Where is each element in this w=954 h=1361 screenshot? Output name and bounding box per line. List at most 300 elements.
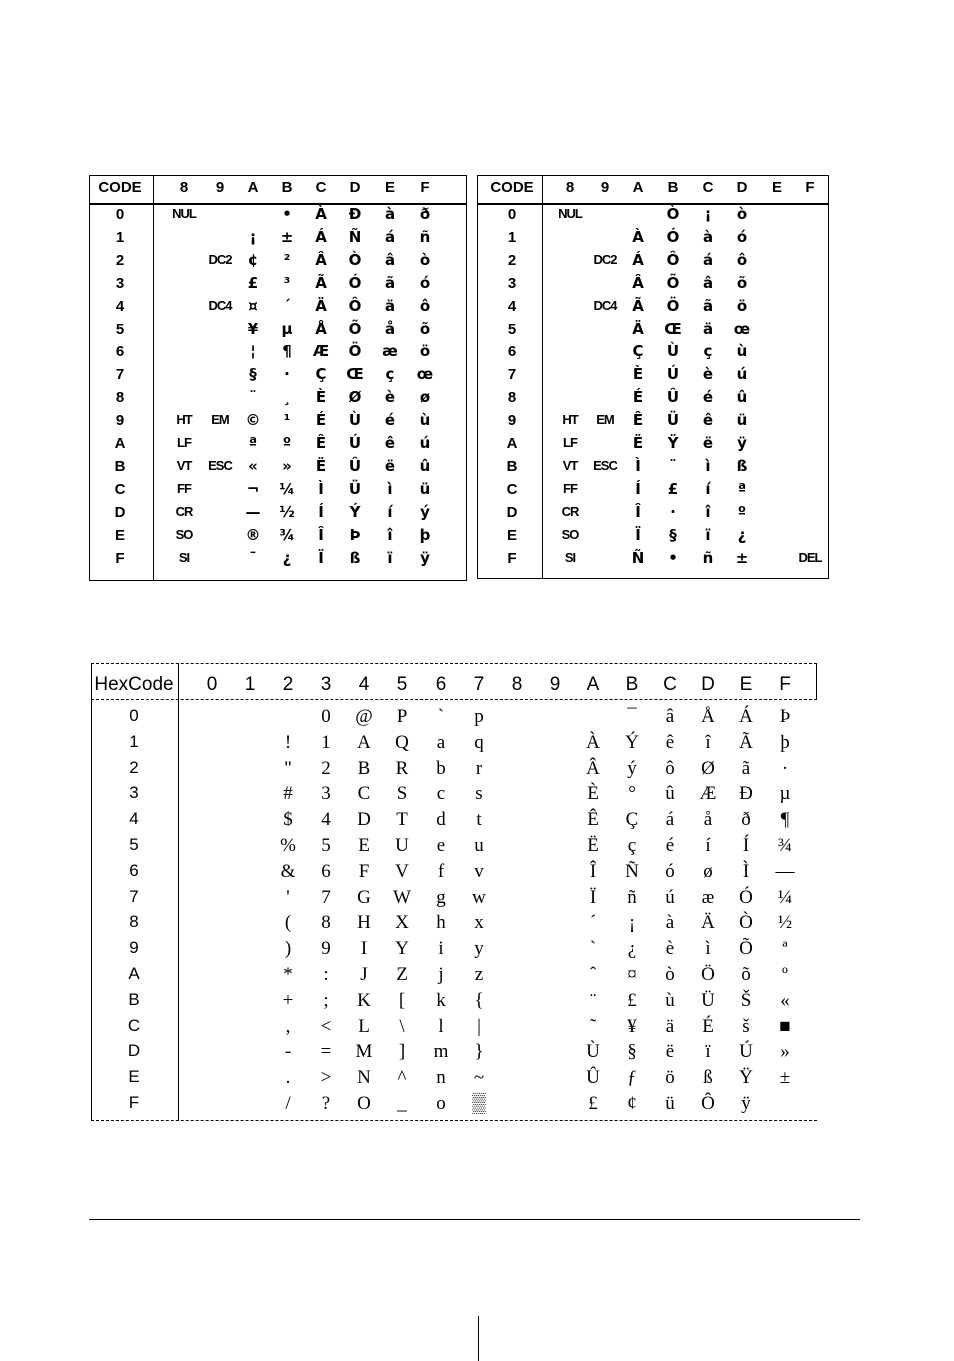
row-code-label: B <box>114 457 126 475</box>
char-cell: á <box>665 809 675 831</box>
char-cell: c <box>436 783 446 805</box>
char-cell: ° <box>628 783 636 805</box>
row-code-label: F <box>115 549 125 567</box>
char-cell: ï <box>705 525 711 544</box>
char-cell: SO <box>175 526 193 542</box>
row-code-label: 7 <box>507 366 517 384</box>
row-code-label: A <box>506 435 518 452</box>
char-cell: H <box>357 912 371 934</box>
char-cell: Ï <box>589 886 597 908</box>
row-code-label: 7 <box>115 366 125 384</box>
row-code-label: D <box>506 503 518 521</box>
char-cell: Á <box>315 227 327 246</box>
char-cell: DC2 <box>208 251 232 267</box>
header-col-D: D <box>349 179 361 196</box>
char-cell: — <box>245 502 261 521</box>
char-cell: 0 <box>321 706 331 727</box>
char-cell: " <box>284 757 292 779</box>
char-cell: e <box>436 835 446 856</box>
char-cell: ˜ <box>589 1015 597 1037</box>
char-cell: Á <box>739 706 753 727</box>
char-cell: Ö <box>666 296 680 315</box>
char-cell: È <box>315 388 327 407</box>
char-cell: A <box>357 731 371 753</box>
char-cell: Ä <box>315 296 327 315</box>
char-cell: Ÿ <box>739 1067 753 1089</box>
char-cell: Â <box>632 273 644 292</box>
char-cell: õ <box>419 319 431 338</box>
char-cell: * <box>283 964 293 985</box>
char-cell: B <box>357 757 371 779</box>
row-code-label: 4 <box>129 809 139 829</box>
char-cell: FF <box>177 480 191 496</box>
char-cell: Ñ <box>631 548 645 567</box>
char-cell: ð <box>741 809 751 831</box>
table-bottom-border <box>91 1120 817 1121</box>
char-cell: Â <box>586 757 600 779</box>
char-cell: « <box>248 456 258 475</box>
char-cell: CR <box>561 503 579 519</box>
char-cell: ▒ <box>472 1093 486 1114</box>
char-cell: ï <box>705 1041 711 1063</box>
char-cell: ¶ <box>282 342 292 361</box>
char-cell: ³ <box>283 273 291 292</box>
header-col-E: E <box>771 179 782 196</box>
char-cell: ú <box>419 434 431 452</box>
char-cell: ù <box>736 342 748 361</box>
char-cell: ù <box>665 989 675 1011</box>
char-cell: ç <box>703 342 713 361</box>
char-cell: ¦ <box>250 342 256 361</box>
char-cell: ¡ <box>628 912 636 934</box>
header-col-C: C <box>315 179 327 196</box>
header-col-E: E <box>739 674 753 695</box>
char-cell: ó <box>736 227 748 246</box>
row-code-label: C <box>127 1015 141 1035</box>
char-cell: x <box>474 912 484 934</box>
row-code-label: 9 <box>115 412 125 430</box>
char-cell: â <box>665 706 675 727</box>
char-cell: S <box>396 783 408 805</box>
char-cell: EM <box>596 412 614 428</box>
header-col-9: 9 <box>549 674 561 695</box>
char-cell: FF <box>563 480 577 496</box>
header-code-label: HexCode <box>94 674 174 695</box>
char-cell: ¯ <box>627 706 637 727</box>
char-cell: ¢ <box>247 250 259 269</box>
char-cell: É <box>702 1015 714 1037</box>
header-col-A: A <box>632 179 644 196</box>
char-cell: ä <box>665 1015 675 1037</box>
char-cell: LF <box>177 435 191 450</box>
char-cell: EM <box>211 412 229 428</box>
char-cell: ú <box>736 365 748 384</box>
char-cell: 8 <box>321 912 331 934</box>
char-cell: G <box>357 886 371 908</box>
char-cell: Ø <box>701 757 715 779</box>
char-cell: ÿ <box>420 548 430 567</box>
char-cell: û <box>736 388 748 407</box>
char-cell: Đ <box>739 783 753 805</box>
char-cell: P <box>396 706 408 727</box>
char-cell: Ô <box>666 250 680 269</box>
char-cell: ì <box>705 456 711 475</box>
row-code-label: A <box>128 964 140 983</box>
char-cell: ô <box>665 757 675 779</box>
char-cell: Í <box>635 479 641 498</box>
char-cell: SO <box>561 526 579 542</box>
character-table-1 <box>89 175 467 581</box>
char-cell: ¶ <box>780 809 790 831</box>
char-cell: ´ <box>589 912 597 934</box>
char-cell: ñ <box>419 227 431 246</box>
char-cell: Ö <box>701 964 715 985</box>
char-cell: î <box>387 525 393 544</box>
char-cell: à <box>384 205 396 223</box>
row-code-label: 1 <box>507 228 517 246</box>
char-cell: Š <box>740 989 752 1011</box>
char-cell: Ç <box>625 809 639 831</box>
char-cell: N <box>357 1067 371 1089</box>
header-col-B: B <box>625 674 639 695</box>
char-cell: û <box>419 456 431 475</box>
char-cell: Ó <box>348 273 362 292</box>
char-cell: ë <box>665 1041 675 1063</box>
header-col-C: C <box>702 179 714 196</box>
char-cell: [ <box>398 989 406 1011</box>
char-cell: é <box>702 388 714 407</box>
char-cell: ¤ <box>627 964 637 985</box>
char-cell: ® <box>245 525 261 544</box>
char-cell: t <box>476 809 482 831</box>
char-cell: ¿ <box>737 525 747 544</box>
char-cell: $ <box>283 809 293 831</box>
char-cell: DC2 <box>593 251 617 267</box>
header-col-9: 9 <box>215 179 225 196</box>
char-cell: § <box>669 525 677 544</box>
char-cell: Ò <box>739 912 753 934</box>
char-cell: Ý <box>625 731 639 753</box>
char-cell: } <box>474 1041 484 1063</box>
char-cell: ¸ <box>283 388 291 407</box>
char-cell: Â <box>315 250 327 269</box>
char-cell: « <box>780 989 790 1011</box>
char-cell: C <box>357 783 371 805</box>
header-col-8: 8 <box>511 674 523 695</box>
char-cell: Ñ <box>625 860 639 882</box>
char-cell: O <box>357 1093 371 1114</box>
header-col-A: A <box>586 674 600 695</box>
row-code-label: 9 <box>507 412 517 430</box>
char-cell: é <box>384 411 396 430</box>
char-cell: ¤ <box>248 296 258 315</box>
char-cell: ê <box>384 434 396 452</box>
char-cell: a <box>436 731 446 753</box>
row-code-label: 5 <box>115 320 125 338</box>
char-cell: Œ <box>346 365 364 384</box>
char-cell: Ó <box>666 227 680 246</box>
char-cell: Ã <box>632 296 644 315</box>
char-cell: Ê <box>587 809 599 831</box>
char-cell: w <box>472 886 486 908</box>
header-col-4: 4 <box>358 674 370 695</box>
char-cell: š <box>742 1015 750 1037</box>
row-code-label: E <box>506 526 517 544</box>
char-cell: v <box>474 860 484 882</box>
char-cell: Ã <box>739 731 753 753</box>
char-cell: í <box>705 479 711 498</box>
char-cell: I <box>360 938 368 960</box>
header-col-B: B <box>667 179 679 196</box>
row-code-label: D <box>114 503 126 521</box>
char-cell: ö <box>736 296 748 315</box>
char-cell: Ô <box>701 1093 715 1114</box>
char-cell: ê <box>702 411 714 430</box>
char-cell: ô <box>736 250 748 269</box>
char-cell: \ <box>399 1015 405 1037</box>
table-top-border <box>91 663 817 664</box>
header-col-5: 5 <box>396 674 408 695</box>
char-cell: Ù <box>666 342 680 361</box>
char-cell: @ <box>355 706 373 727</box>
char-cell: Ë <box>587 835 599 856</box>
char-cell: Õ <box>739 938 753 960</box>
char-cell: å <box>703 809 713 831</box>
char-cell: y <box>474 938 484 960</box>
char-cell: Ú <box>348 434 362 452</box>
header-col-1: 1 <box>244 674 256 695</box>
char-cell: ½ <box>777 912 793 934</box>
char-cell: ý <box>420 502 430 521</box>
char-cell: Ù <box>348 411 362 430</box>
char-cell: Z <box>396 964 408 985</box>
char-cell: / <box>285 1093 291 1114</box>
char-cell: ¬ <box>246 479 260 498</box>
header-col-3: 3 <box>320 674 332 695</box>
row-code-label: 0 <box>507 206 517 223</box>
char-cell: q <box>474 731 484 753</box>
row-code-label: 0 <box>129 706 139 725</box>
char-cell: d <box>436 809 446 831</box>
char-cell: Ü <box>666 411 680 430</box>
row-code-label: 9 <box>129 938 139 958</box>
header-col-F: F <box>779 674 791 695</box>
char-cell: Ê <box>632 411 644 430</box>
char-cell: ó <box>665 860 675 882</box>
char-cell: è <box>384 388 396 407</box>
char-cell: • <box>282 205 292 223</box>
char-cell: u <box>474 835 484 856</box>
char-cell: p <box>474 706 484 727</box>
header-divider <box>90 203 466 205</box>
row-code-label: 3 <box>129 783 139 803</box>
char-cell: 3 <box>321 783 331 805</box>
char-cell: ¡ <box>704 205 712 223</box>
char-cell: J <box>360 964 368 985</box>
char-cell: Å <box>315 319 327 338</box>
row-code-label: 1 <box>129 731 139 751</box>
char-cell: ESC <box>208 457 232 473</box>
char-cell: Î <box>318 525 324 544</box>
char-cell: n <box>436 1067 446 1089</box>
char-cell: Å <box>701 706 715 727</box>
char-cell: á <box>702 250 714 269</box>
row-code-label: 4 <box>115 297 125 315</box>
char-cell: £ <box>667 479 679 498</box>
char-cell: » <box>780 1041 790 1063</box>
char-cell: · <box>781 757 789 779</box>
header-col-8: 8 <box>565 179 575 196</box>
char-cell: Û <box>666 388 680 407</box>
char-cell: h <box>436 912 446 934</box>
char-cell: 6 <box>321 860 331 882</box>
table-right-border <box>816 663 817 699</box>
char-cell: > <box>320 1067 332 1089</box>
char-cell: ; <box>323 989 329 1011</box>
char-cell: ò <box>665 964 675 985</box>
char-cell: VT <box>562 457 578 473</box>
header-col-8: 8 <box>179 179 189 196</box>
char-cell: Ç <box>315 365 327 384</box>
char-cell: Ï <box>635 525 641 544</box>
char-cell: DC4 <box>593 297 617 313</box>
char-cell: & <box>280 860 296 882</box>
row-code-label: B <box>506 457 518 475</box>
char-cell: ± <box>735 548 749 567</box>
row-code-label: B <box>128 989 140 1009</box>
char-cell: LF <box>563 435 577 450</box>
char-cell: ã <box>702 296 714 315</box>
char-cell: à <box>702 227 714 246</box>
char-cell: ¼ <box>777 886 793 908</box>
char-cell: k <box>436 989 446 1011</box>
char-cell: œ <box>733 319 751 338</box>
char-cell: Ë <box>315 456 327 475</box>
char-cell: # <box>283 783 293 805</box>
row-code-label: F <box>128 1093 140 1112</box>
char-cell: ¡ <box>249 227 257 246</box>
char-cell: ESC <box>593 457 617 473</box>
char-cell: ë <box>702 434 714 452</box>
char-cell: þ <box>780 731 790 753</box>
char-cell: | <box>477 1015 481 1037</box>
char-cell: NUL <box>172 206 196 221</box>
char-cell: ä <box>384 296 396 315</box>
char-cell: ã <box>384 273 396 292</box>
char-cell: Ç <box>632 342 644 361</box>
char-cell: Ü <box>348 479 362 498</box>
char-cell: 5 <box>321 835 331 856</box>
char-cell: ■ <box>779 1015 791 1037</box>
char-cell: ' <box>286 886 290 908</box>
char-cell: ñ <box>627 886 637 908</box>
char-cell: ý <box>627 757 637 779</box>
char-cell: • <box>668 548 678 567</box>
char-cell: f <box>437 860 445 882</box>
char-cell: CR <box>175 503 193 519</box>
row-code-label: 3 <box>507 274 517 292</box>
char-cell: F <box>358 860 370 882</box>
char-cell: ¼ <box>279 479 295 498</box>
char-cell: § <box>627 1041 637 1063</box>
char-cell: ¿ <box>282 548 292 567</box>
row-code-label: 3 <box>115 274 125 292</box>
header-divider <box>91 699 817 700</box>
char-cell: Ä <box>632 319 644 338</box>
char-cell: ç <box>385 365 395 384</box>
char-cell: HT <box>562 412 578 428</box>
char-cell: ÿ <box>741 1093 751 1114</box>
header-col-0: 0 <box>206 674 218 695</box>
char-cell: È <box>632 365 644 384</box>
char-cell: i <box>438 938 444 960</box>
row-code-label: 8 <box>129 912 139 932</box>
char-cell: Í <box>318 502 324 521</box>
char-cell: º <box>282 434 292 452</box>
char-cell: Î <box>635 502 641 521</box>
char-cell: ß <box>736 456 748 475</box>
char-cell: o <box>436 1093 446 1114</box>
char-cell: U <box>395 835 409 856</box>
row-code-label: 5 <box>129 835 139 854</box>
char-cell: - <box>284 1041 292 1063</box>
char-cell: Y <box>395 938 409 960</box>
char-cell: ê <box>665 731 675 753</box>
char-cell: Þ <box>779 706 791 727</box>
char-cell: ß <box>703 1067 713 1089</box>
char-cell: ø <box>703 860 713 882</box>
char-cell: ä <box>702 319 714 338</box>
char-cell: ^ <box>397 1067 407 1089</box>
char-cell: é <box>665 835 675 856</box>
char-cell: ª <box>737 479 747 498</box>
char-cell: SI <box>564 549 576 565</box>
char-cell: Ò <box>666 205 680 223</box>
char-cell: L <box>358 1015 370 1037</box>
char-cell: W <box>393 886 411 908</box>
char-cell: 1 <box>321 731 331 753</box>
char-cell: Õ <box>666 273 680 292</box>
char-cell: % <box>280 835 296 856</box>
char-cell: » <box>282 456 292 475</box>
char-cell: ² <box>283 250 291 269</box>
char-cell: í <box>387 502 393 521</box>
char-cell: å <box>384 319 396 338</box>
row-code-label: F <box>507 549 517 567</box>
char-cell: è <box>702 365 714 384</box>
char-cell: ) <box>284 938 292 960</box>
char-cell: ¨ <box>249 388 257 407</box>
char-cell: ü <box>736 411 748 430</box>
char-cell: î <box>705 731 711 753</box>
row-code-label: A <box>114 435 126 452</box>
code-column-divider <box>542 176 543 578</box>
char-cell: ¹ <box>283 411 291 430</box>
hexcode-column-divider <box>178 663 179 1121</box>
char-cell: Ú <box>739 1041 753 1063</box>
char-cell: ç <box>627 835 637 856</box>
char-cell: r <box>475 757 483 779</box>
char-cell: V <box>395 860 409 882</box>
char-cell: Ú <box>666 365 680 384</box>
row-code-label: D <box>127 1041 141 1061</box>
char-cell: ì <box>387 479 393 498</box>
char-cell: ! <box>284 731 292 753</box>
row-code-label: 1 <box>115 228 125 246</box>
row-code-label: E <box>114 526 125 544</box>
char-cell: , <box>285 1015 291 1037</box>
char-cell: ` <box>437 706 445 727</box>
